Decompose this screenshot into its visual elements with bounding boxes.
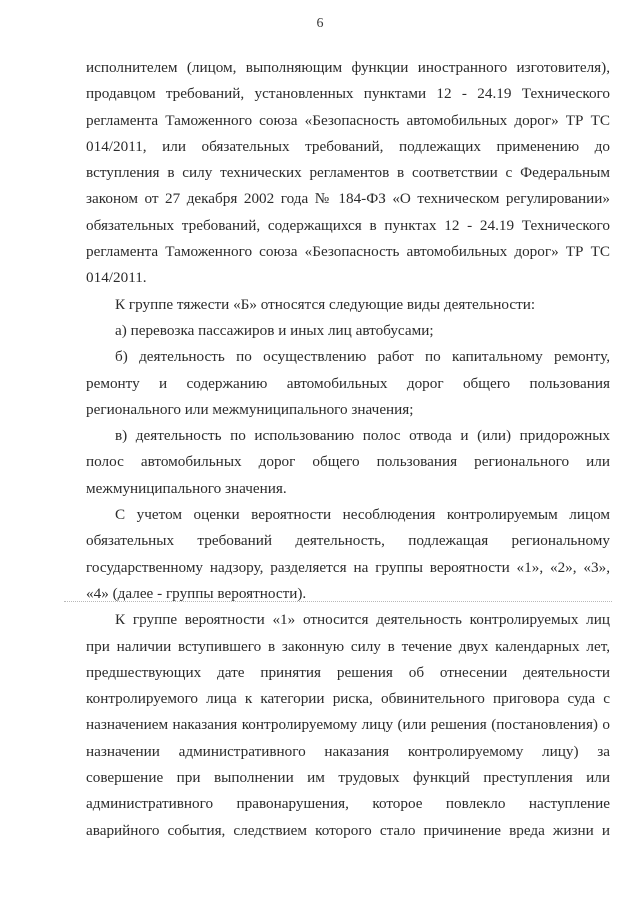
text-line: б) деятельность по осуществлению работ по капитальному ремонту,: [115, 348, 610, 366]
text-line: К группе тяжести «Б» относятся следующие виды деятельности:: [115, 295, 536, 313]
text-line: С учетом оценки вероятности несоблюдения контролируемым лицом: [115, 506, 610, 524]
text-line: законом от 27 декабря 2002 года № 184-ФЗ «О техническом регулировании»: [86, 190, 610, 208]
text-line: 014/2011, или обязательных требований, подлежащих применению до: [86, 137, 610, 155]
text-line: аварийного события, следствием которого стало причинение вреда жизни и: [86, 821, 610, 839]
text-line: «4» (далее - группы вероятности).: [86, 584, 307, 602]
text-line: назначением наказания контролируемому лицу (или решения (постановления) о: [86, 716, 610, 734]
text-line: государственному надзору, разделяется на группы вероятности «1», «2», «3»,: [86, 558, 610, 576]
text-line: при наличии вступившего в законную силу в течение двух календарных лет,: [86, 637, 610, 655]
text-line: регионального или межмуниципального значения;: [86, 400, 414, 418]
page-number: 6: [316, 16, 324, 31]
text-line: в) деятельность по использованию полос отвода и (или) придорожных: [115, 427, 610, 445]
text-line: регламента Таможенного союза «Безопасность автомобильных дорог» ТР ТС: [86, 243, 610, 261]
text-line: совершение при выполнении им трудовых функций преступления или: [86, 769, 610, 787]
text-line: обязательных требований, содержащихся в пунктах 12 - 24.19 Технического: [86, 216, 610, 234]
text-line: продавцом требований, установленных пунктами 12 - 24.19 Технического: [86, 85, 610, 103]
text-line: К группе вероятности «1» относится деятельность контролируемых лиц: [115, 611, 610, 629]
text-line: назначении административного наказания контролируемому лицу) за: [86, 742, 610, 760]
text-line: ремонту и содержанию автомобильных дорог общего пользования: [86, 374, 610, 392]
text-line: вступления в силу технических регламентов в соответствии с Федеральным: [86, 164, 610, 182]
text-line: регламента Таможенного союза «Безопасность автомобильных дорог» ТР ТС: [86, 111, 610, 129]
text-line: 014/2011.: [86, 269, 147, 287]
text-line: исполнителем (лицом, выполняющим функции иностранного изготовителя),: [86, 59, 610, 76]
document-body: [86, 55, 610, 844]
text-line: предшествующих дате принятия решения об отнесении деятельности: [86, 663, 610, 681]
text-line: обязательных требований деятельность, подлежащая региональному: [86, 532, 610, 550]
text-line: межмуниципального значения.: [86, 479, 287, 497]
text-line: административного правонарушения, которое повлекло наступление: [86, 795, 610, 813]
text-line: контролируемого лица к категории риска, обвинительного приговора суда с: [86, 690, 610, 708]
text-line: полос автомобильных дорог общего пользования регионального или: [86, 453, 610, 471]
text-line: а) перевозка пассажиров и иных лиц автобусами;: [115, 321, 434, 339]
